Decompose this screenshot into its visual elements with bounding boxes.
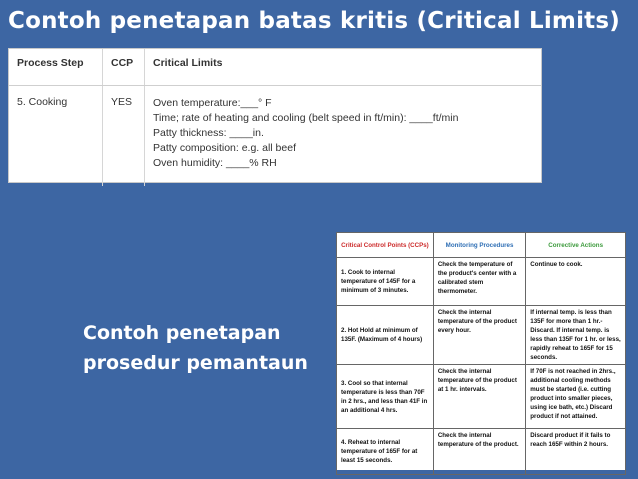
monitoring-cell: Check the internal temperature of the product. — [433, 429, 525, 475]
critical-limits-table — [9, 49, 541, 186]
critical-limits-cell — [145, 86, 542, 187]
column-header-critical-limits: Critical Limits — [145, 49, 542, 86]
ccp-cell: 4. Reheat to internal temperature of 165F for at least 15 seconds. — [337, 429, 434, 475]
subtitle-line-2: prosedur pemantaun — [83, 352, 308, 374]
slide-title: Contoh penetapan batas kritis (Critical Limits) — [8, 8, 620, 34]
column-header-ccps: Critical Control Points (CCPs) — [337, 233, 434, 258]
ccp-cell: 2. Hot Hold at minimum of 135F. (Maximum of 4 hours) — [337, 306, 434, 365]
monitoring-table-panel — [336, 232, 626, 470]
column-header-process-step: Process Step — [9, 49, 103, 86]
table-header-row — [337, 233, 626, 258]
monitoring-procedures-table — [336, 232, 626, 475]
column-header-ccp: CCP — [103, 49, 145, 86]
subtitle-line-1: Contoh penetapan — [83, 322, 281, 344]
ccp-cell: 3. Cool so that internal temperature is less than 70F in 2 hrs., and less than 41F in an additional 4 hrs. — [337, 365, 434, 429]
monitoring-subtitle — [83, 318, 308, 378]
process-step-cell: 5. Cooking — [9, 86, 103, 187]
table-row — [337, 365, 626, 429]
table-row — [337, 306, 626, 365]
limit-oven-temperature: Oven temperature:___° F — [153, 97, 272, 109]
corrective-action-cell: Continue to cook. — [526, 258, 626, 306]
monitoring-cell: Check the internal temperature of the product every hour. — [433, 306, 525, 365]
table-row — [337, 429, 626, 475]
corrective-action-cell: If 70F is not reached in 2hrs., additional cooling methods must be started (i.e. cutting product into smaller pieces, using ice bath, etc.) Discard product if not attained. — [526, 365, 626, 429]
column-header-monitoring-procedures: Monitoring Procedures — [433, 233, 525, 258]
column-header-corrective-actions: Corrective Actions — [526, 233, 626, 258]
limit-patty-thickness: Patty thickness: ____in. — [153, 127, 264, 139]
corrective-action-cell: Discard product if it fails to reach 165F within 2 hours. — [526, 429, 626, 475]
corrective-action-cell: If internal temp. is less than 135F for more than 1 hr.- Discard. If internal temp. is less than 135F for 1 hr. or less, rapidly reheat to 165F for 15 seconds. — [526, 306, 626, 365]
critical-limits-table-panel — [8, 48, 542, 183]
limit-patty-composition: Patty composition: e.g. all beef — [153, 142, 296, 154]
ccp-cell: 1. Cook to internal temperature of 145F for a minimum of 3 minutes. — [337, 258, 434, 306]
monitoring-cell: Check the temperature of the product's center with a calibrated stem thermometer. — [433, 258, 525, 306]
monitoring-cell: Check the internal temperature of the product at 1 hr. intervals. — [433, 365, 525, 429]
limit-belt-speed: Time; rate of heating and cooling (belt speed in ft/min): ____ft/min — [153, 112, 459, 124]
table-row — [337, 258, 626, 306]
limit-oven-humidity: Oven humidity: ____% RH — [153, 157, 277, 169]
table-row — [9, 86, 541, 187]
ccp-cell: YES — [103, 86, 145, 187]
table-header-row — [9, 49, 541, 86]
